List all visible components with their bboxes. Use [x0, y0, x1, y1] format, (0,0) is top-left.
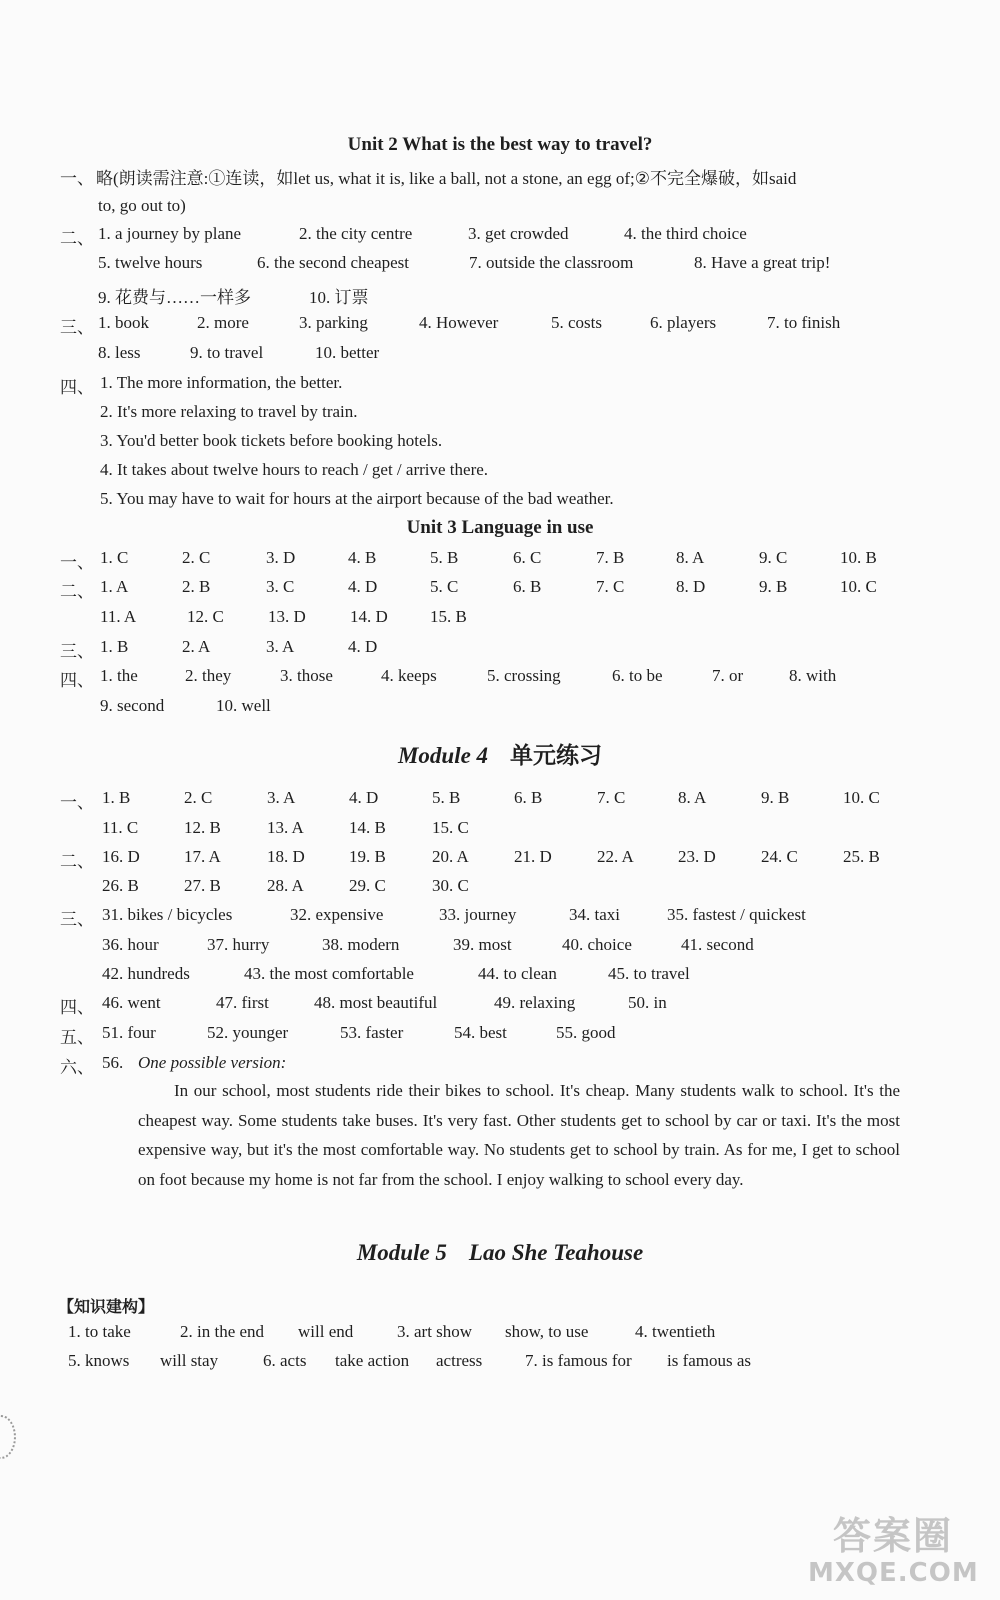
answer-item: 37. hurry	[207, 935, 270, 954]
answer-item: 28. A	[267, 876, 304, 895]
answer-item: 34. taxi	[569, 905, 620, 924]
answer-item: 1. C	[100, 548, 129, 567]
answer-item: 15. C	[432, 818, 469, 837]
answer-item: actress	[436, 1351, 483, 1370]
section-label: 四、	[60, 671, 94, 690]
answer-item: 1. to take	[68, 1322, 131, 1341]
section-label: 一、	[60, 553, 94, 572]
answer-item: 54. best	[454, 1023, 507, 1042]
answer-item: 10. C	[840, 577, 877, 596]
answer-item: 1. B	[102, 788, 131, 807]
section-label: 一、	[60, 169, 94, 188]
answer-item: 32. expensive	[290, 905, 384, 924]
answer-item: 30. C	[432, 876, 469, 895]
answer-item: 53. faster	[340, 1023, 404, 1042]
watermark-logo	[808, 1514, 978, 1592]
answer-item: 50. in	[628, 993, 667, 1012]
module5-title	[0, 1240, 1000, 1266]
answer-item: 24. C	[761, 847, 798, 866]
answer-item: 38. modern	[322, 935, 400, 954]
answer-item: 9. B	[761, 788, 790, 807]
section-text: to, go out to)	[98, 196, 186, 215]
answer-item: 5. crossing	[487, 666, 561, 685]
answer-item: 35. fastest / quickest	[667, 905, 806, 924]
answer-item: 40. choice	[562, 935, 632, 954]
answer-item: 6. B	[514, 788, 543, 807]
answer-item: 2. more	[197, 313, 249, 332]
answer-item: 18. D	[267, 847, 305, 866]
answer-item: 1. book	[98, 313, 149, 332]
module-number: Module 4	[397, 743, 489, 768]
answer-item: 5. costs	[551, 313, 602, 332]
answer-item: 20. A	[432, 847, 469, 866]
answer-item: 29. C	[349, 876, 386, 895]
sample-essay	[138, 1076, 900, 1194]
answer-item: 33. journey	[439, 905, 517, 924]
answer-item: 16. D	[102, 847, 140, 866]
answer-item: 7. C	[597, 788, 626, 807]
answer-item: 8. with	[789, 666, 837, 685]
answer-sentence: 5. You may have to wait for hours at the airport because of the bad weather.	[100, 489, 614, 508]
answer-item: 10. B	[840, 548, 877, 567]
answer-item: 42. hundreds	[102, 964, 190, 983]
module4-title	[0, 737, 1000, 770]
answer-item: 5. twelve hours	[98, 253, 203, 272]
answer-item: 11. A	[100, 607, 137, 626]
answer-item: 9. B	[759, 577, 788, 596]
answer-item: 7. is famous for	[525, 1351, 632, 1370]
answer-item: 55. good	[556, 1023, 616, 1042]
section-label: 二、	[60, 229, 94, 248]
answer-item: 1. A	[100, 577, 129, 596]
answer-item: 7. or	[712, 666, 744, 685]
answer-item: 7. C	[596, 577, 625, 596]
answer-item: 7. to finish	[767, 313, 841, 332]
answer-item: 14. B	[349, 818, 386, 837]
answer-item: 49. relaxing	[494, 993, 576, 1012]
answer-item: 1. the	[100, 666, 138, 685]
answer-item: 27. B	[184, 876, 221, 895]
answer-item: 3. get crowded	[468, 224, 569, 243]
answer-item: take action	[335, 1351, 410, 1370]
watermark-en-text: MXQE.COM	[808, 1558, 979, 1588]
section-label: 二、	[60, 852, 94, 871]
section-label: 四、	[60, 998, 94, 1017]
answer-item: 6. B	[513, 577, 542, 596]
answer-item: 4. the third choice	[624, 224, 747, 243]
answer-item: 25. B	[843, 847, 880, 866]
answer-item: 10. C	[843, 788, 880, 807]
answer-item: 2. A	[182, 637, 211, 656]
section-label: 六、	[60, 1058, 94, 1077]
answer-item: 10. well	[216, 696, 271, 715]
answer-item: 3. parking	[299, 313, 368, 332]
answer-item: 6. to be	[612, 666, 663, 685]
section-label: 三、	[60, 642, 94, 661]
unit3-title: Unit 3 Language in use	[406, 517, 594, 538]
answer-item: 48. most beautiful	[314, 993, 438, 1012]
answer-item: 9. second	[100, 696, 165, 715]
answer-item: 8. A	[678, 788, 707, 807]
answer-item: 2. the city centre	[299, 224, 413, 243]
module-subtitle: 单元练习	[510, 743, 603, 768]
question-number: 56.	[102, 1053, 124, 1072]
unit2-title: Unit 2 What is the best way to travel?	[347, 134, 653, 155]
answer-item: 4. D	[349, 788, 379, 807]
answer-item: 45. to travel	[608, 964, 690, 983]
answer-item: 17. A	[184, 847, 221, 866]
answer-item: show, to use	[505, 1322, 589, 1341]
answer-item: 11. C	[102, 818, 139, 837]
page-edge-mark	[0, 1415, 16, 1459]
watermark-cn-text: 答案圈	[832, 1514, 953, 1558]
section-label: 二、	[60, 582, 94, 601]
possible-version-heading: One possible version:	[138, 1053, 287, 1072]
answer-item: 7. outside the classroom	[469, 253, 634, 272]
answer-sentence: 4. It takes about twelve hours to reach / get / arrive there.	[100, 460, 489, 479]
answer-item: 52. younger	[207, 1023, 289, 1042]
answer-item: 4. keeps	[381, 666, 437, 685]
section-label: 四、	[60, 378, 94, 397]
answer-item: 44. to clean	[478, 964, 557, 983]
answer-item: 31. bikes / bicycles	[102, 905, 233, 924]
answer-item: 6. the second cheapest	[257, 253, 409, 272]
answer-item: 9. to travel	[190, 343, 264, 362]
answer-item: 8. less	[98, 343, 141, 362]
answer-item: 23. D	[678, 847, 716, 866]
answer-item: 36. hour	[102, 935, 159, 954]
section-label: 三、	[60, 318, 94, 337]
answer-item: is famous as	[667, 1351, 752, 1370]
answer-item: 1. B	[100, 637, 129, 656]
section-label: 一、	[60, 793, 94, 812]
answer-item: 10. better	[315, 343, 380, 362]
answer-item: 8. D	[676, 577, 706, 596]
answer-item: 6. players	[650, 313, 717, 332]
answer-item: 2. C	[182, 548, 211, 567]
answer-item: 3. A	[267, 788, 296, 807]
answer-item: 46. went	[102, 993, 161, 1012]
answer-item: 4. D	[348, 577, 378, 596]
answer-item: 10. 订票	[309, 288, 369, 307]
answer-item: 19. B	[349, 847, 386, 866]
answer-item: 43. the most comfortable	[244, 964, 414, 983]
answer-item: 22. A	[597, 847, 634, 866]
module-subtitle: Lao She Teahouse	[468, 1240, 644, 1265]
answer-item: 4. twentieth	[635, 1322, 716, 1341]
sample-essay-text: In our school, most students ride their bikes to school. It's cheap. Many students walk to school. It's the cheapest way. Some students take buses. It's very fast. Other students get to school by car or taxi. It's the most expensive way, but it's the most comfortable way. No students get to school by train. As for me, I get to school on foot because my home is not far from the school. I enjoy walking to school every day.	[138, 1081, 900, 1189]
section-label: 五、	[60, 1028, 94, 1047]
answer-item: 8. A	[676, 548, 705, 567]
answer-item: 2. C	[184, 788, 213, 807]
answer-sentence: 3. You'd better book tickets before booking hotels.	[100, 431, 443, 450]
answer-item: 13. D	[268, 607, 306, 626]
answer-item: 6. C	[513, 548, 542, 567]
answer-item: 26. B	[102, 876, 139, 895]
answer-item: 14. D	[350, 607, 388, 626]
answer-item: 15. B	[430, 607, 467, 626]
answer-item: 12. C	[187, 607, 224, 626]
answer-item: 4. B	[348, 548, 377, 567]
answer-item: 3. C	[266, 577, 295, 596]
answer-item: 41. second	[681, 935, 754, 954]
answer-item: 12. B	[184, 818, 221, 837]
answer-item: 51. four	[102, 1023, 156, 1042]
answer-item: 21. D	[514, 847, 552, 866]
answer-item: will end	[298, 1322, 354, 1341]
section-label: 三、	[60, 910, 94, 929]
answer-item: 5. B	[432, 788, 461, 807]
answer-item: 4. However	[419, 313, 499, 332]
knowledge-construction-label: 【知识建构】	[58, 1297, 155, 1316]
answer-item: 9. 花费与……一样多	[98, 288, 251, 307]
answer-item: 39. most	[453, 935, 512, 954]
answer-item: 47. first	[216, 993, 269, 1012]
answer-item: 3. A	[266, 637, 295, 656]
answer-item: 2. B	[182, 577, 211, 596]
answer-item: 5. B	[430, 548, 459, 567]
answer-item: 2. in the end	[180, 1322, 265, 1341]
module-number: Module 5	[356, 1240, 447, 1265]
answer-item: 2. they	[185, 666, 232, 685]
answer-sentence: 1. The more information, the better.	[100, 373, 343, 392]
answer-item: 3. art show	[397, 1322, 473, 1341]
section-text: 略(朗读需注意:①连读，如let us, what it is, like a ball, not a stone, an egg of;②不完全爆破，如said	[96, 169, 797, 188]
answer-item: 1. a journey by plane	[98, 224, 242, 243]
answer-item: 5. C	[430, 577, 459, 596]
answer-item: 3. those	[280, 666, 333, 685]
answer-item: 6. acts	[263, 1351, 307, 1370]
answer-item: 9. C	[759, 548, 788, 567]
answer-item: 3. D	[266, 548, 296, 567]
answer-sentence: 2. It's more relaxing to travel by train.	[100, 402, 358, 421]
answer-item: 8. Have a great trip!	[694, 253, 831, 272]
answer-item: 5. knows	[68, 1351, 130, 1370]
answer-item: 13. A	[267, 818, 304, 837]
answer-item: 7. B	[596, 548, 625, 567]
answer-item: 4. D	[348, 637, 378, 656]
answer-item: will stay	[160, 1351, 219, 1370]
